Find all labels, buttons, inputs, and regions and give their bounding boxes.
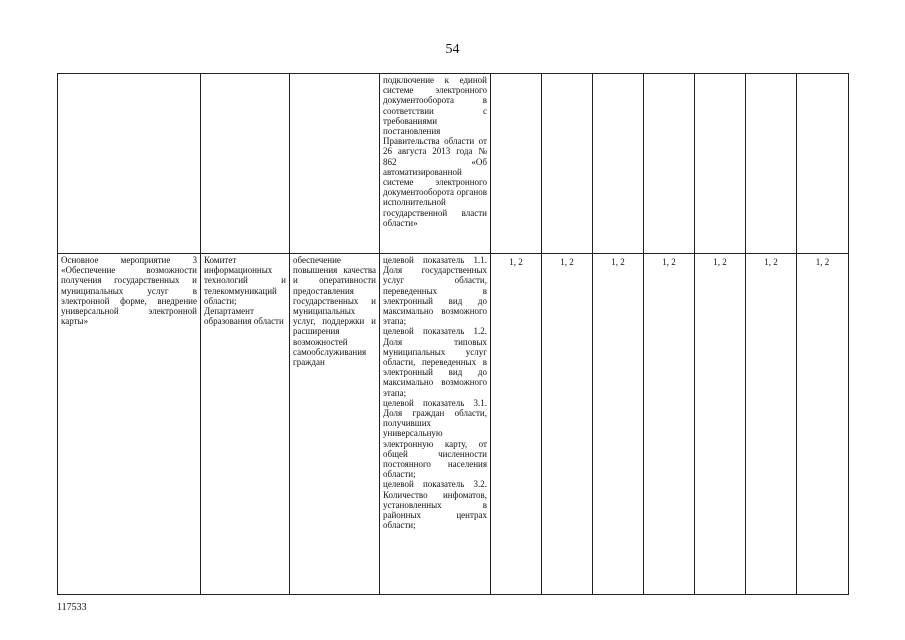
cell-indicators: подключение к единой системе электронного документооборота в соответствии с требованиями постановления Правительства области от 26 августа 2013 года № 862 «Об автоматизированной системе электронного документооборота органов исполнительной государственной власти области» [380, 74, 491, 254]
cell-measure [58, 74, 201, 254]
indicator-item: целевой показатель 1.1. Доля государственных услуг области, переведенных в электронный вид до максимально возможного этапа; [383, 255, 487, 327]
page-number: 54 [445, 42, 460, 57]
cell-value: 1, 2 [491, 254, 542, 595]
cell-value [746, 74, 797, 254]
cell-value: 1, 2 [593, 254, 644, 595]
cell-value [593, 74, 644, 254]
indicator-item: целевой показатель 1.2. Доля типовых муниципальных услуг области, переведенных в электронный вид до максимально возможного этапа; [383, 326, 487, 398]
cell-value [542, 74, 593, 254]
cell-value: 1, 2 [746, 254, 797, 595]
cell-result: обеспечение повышения качества и оперативности предоставления государственных и муниципальных услуг, поддержки и расширения возможностей самообслуживания граждан [290, 254, 380, 595]
footer-code: 117533 [57, 602, 87, 613]
program-table [57, 73, 849, 595]
table-row [58, 254, 849, 595]
cell-value: 1, 2 [644, 254, 695, 595]
cell-value [491, 74, 542, 254]
cell-result [290, 74, 380, 254]
indicator-item: целевой показатель 3.1. Доля граждан области, получивших универсальную электронную карту, от общей численности постоянного населения области; [383, 397, 487, 480]
cell-value [797, 74, 849, 254]
cell-value: 1, 2 [797, 254, 849, 595]
table-row [58, 74, 849, 254]
cell-executor [201, 74, 290, 254]
cell-value: 1, 2 [695, 254, 746, 595]
indicator-item: целевой показатель 3.2. Количество инфоматов, установленных в районных центрах области; [383, 479, 487, 531]
cell-measure: Основное мероприятие 3 «Обеспечение возможности получения государственных и муниципальных услуг в электронной форме, внедрение универсальной электронной карты» [58, 254, 201, 595]
cell-indicators [380, 254, 491, 595]
cell-executor: Комитет информационных технологий и телекоммуникаций области; Департамент образования области [201, 254, 290, 595]
cell-value [695, 74, 746, 254]
cell-value [644, 74, 695, 254]
cell-value: 1, 2 [542, 254, 593, 595]
